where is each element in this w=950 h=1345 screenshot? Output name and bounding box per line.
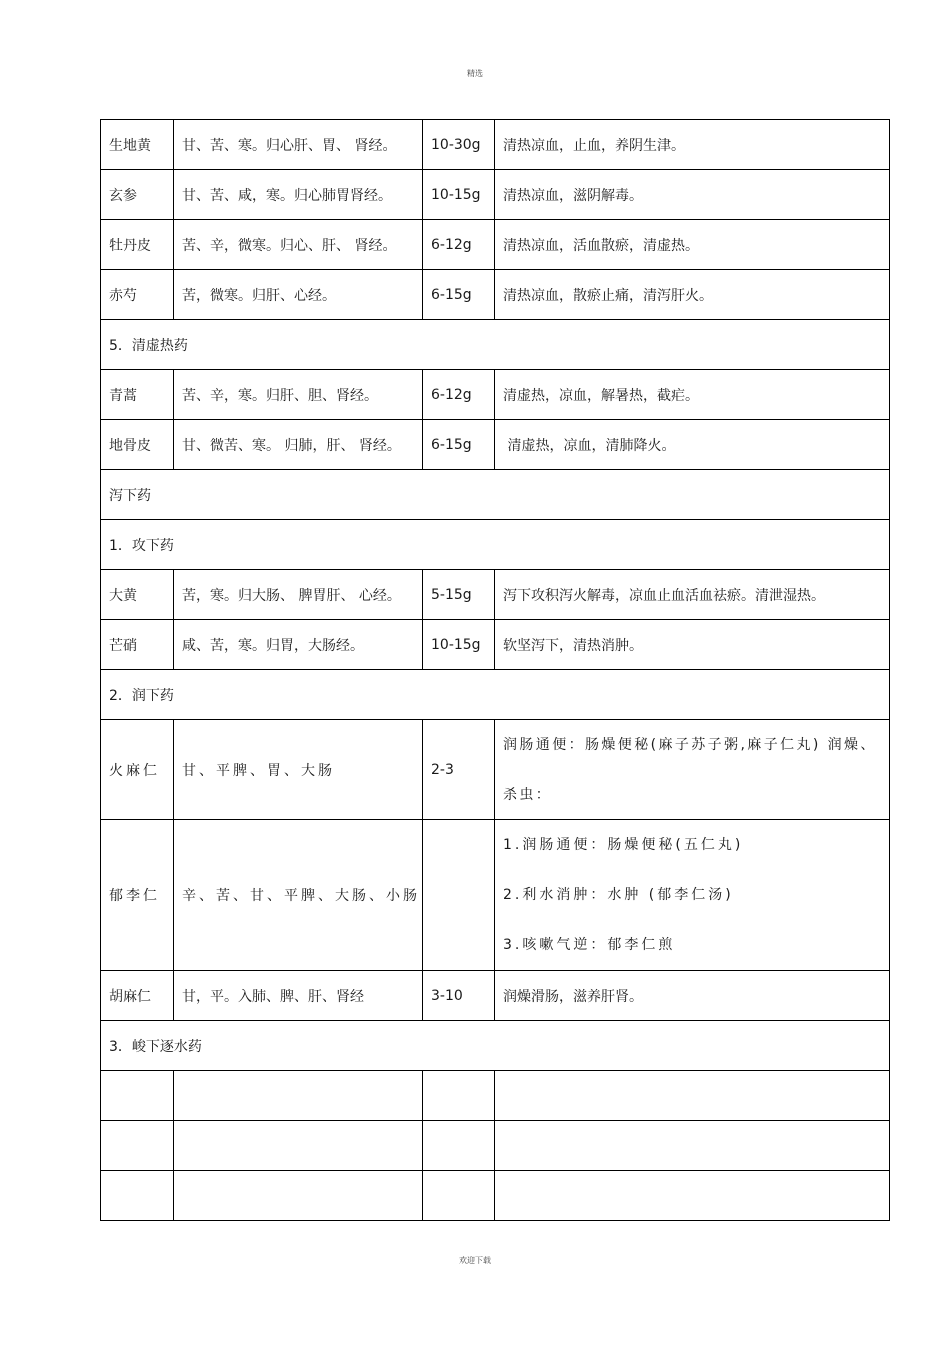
- herb-dose: 6-15g: [423, 420, 495, 470]
- herb-nature: 苦，寒。归大肠、 脾胃肝、 心经。: [174, 570, 423, 620]
- herb-nature: 苦、辛，微寒。归心、肝、 肾经。: [174, 220, 423, 270]
- herb-dose: 3-10: [423, 971, 495, 1021]
- herb-name: 胡麻仁: [101, 971, 174, 1021]
- herb-name: 青蒿: [101, 370, 174, 420]
- section-heading: 5．清虚热药: [101, 320, 890, 370]
- herb-dose: 6-15g: [423, 270, 495, 320]
- effect-line: 2.利水消肿：水肿 (郁李仁汤): [503, 887, 734, 903]
- empty-cell: [423, 1171, 495, 1221]
- table-row: [101, 120, 890, 170]
- empty-row: [101, 1121, 890, 1171]
- herb-name: 玄参: [101, 170, 174, 220]
- herb-dose: [423, 820, 495, 971]
- empty-row: [101, 1171, 890, 1221]
- herb-nature: 苦、辛，寒。归肝、胆、肾经。: [174, 370, 423, 420]
- empty-cell: [101, 1171, 174, 1221]
- empty-cell: [423, 1071, 495, 1121]
- herb-name: 牡丹皮: [101, 220, 174, 270]
- herb-nature: 咸、苦，寒。归胃，大肠经。: [174, 620, 423, 670]
- page-footer: 欢迎下载: [459, 1256, 491, 1265]
- category-heading: 泻下药: [101, 470, 890, 520]
- effect-line: 1.润肠通便：肠燥便秘(五仁丸): [503, 837, 744, 853]
- table-row: [101, 270, 890, 320]
- empty-row: [101, 1071, 890, 1121]
- herb-table: [100, 119, 890, 1221]
- table-row: [101, 820, 890, 971]
- table-row: [101, 420, 890, 470]
- table-row: [101, 720, 890, 820]
- herb-dose: 6-12g: [423, 370, 495, 420]
- table-row: [101, 220, 890, 270]
- herb-nature: 甘，平。入肺、脾、肝、肾经: [174, 971, 423, 1021]
- herb-dose: 2-3: [423, 720, 495, 820]
- effect-line: 杀虫：: [503, 786, 553, 803]
- herb-effect: [495, 720, 890, 820]
- herb-dose: 5-15g: [423, 570, 495, 620]
- herb-nature: 甘、苦、咸，寒。归心肺胃肾经。: [174, 170, 423, 220]
- herb-name: 大黄: [101, 570, 174, 620]
- herb-name: 芒硝: [101, 620, 174, 670]
- herb-nature: 甘、平脾、胃、大肠: [174, 720, 423, 820]
- herb-name: 火麻仁: [101, 720, 174, 820]
- herb-name: 郁李仁: [101, 820, 174, 971]
- herb-effect: 清热凉血，散瘀止痛，清泻肝火。: [495, 270, 890, 320]
- section-heading: 3．峻下逐水药: [101, 1021, 890, 1071]
- table-row: [101, 620, 890, 670]
- herb-effect: 清虚热，凉血，清肺降火。: [495, 420, 890, 470]
- table-row: [101, 570, 890, 620]
- effect-line: 润肠通便：肠燥便秘(麻子苏子粥,麻子仁丸) 润燥、: [503, 736, 877, 753]
- empty-cell: [174, 1171, 423, 1221]
- effect-line: 3.咳嗽气逆：郁李仁煎: [503, 937, 676, 953]
- section-row: [101, 320, 890, 370]
- table-row: [101, 971, 890, 1021]
- herb-effect: 清虚热，凉血，解暑热，截疟。: [495, 370, 890, 420]
- herb-nature: 辛、苦、甘、平脾、大肠、小肠: [174, 820, 423, 971]
- empty-cell: [174, 1071, 423, 1121]
- herb-nature: 甘、微苦、寒。 归肺，肝、 肾经。: [174, 420, 423, 470]
- empty-cell: [423, 1121, 495, 1171]
- herb-effect: 清热凉血，滋阴解毒。: [495, 170, 890, 220]
- herb-dose: 6-12g: [423, 220, 495, 270]
- herb-name: 生地黄: [101, 120, 174, 170]
- section-row: [101, 520, 890, 570]
- empty-cell: [495, 1121, 890, 1171]
- herb-name: 地骨皮: [101, 420, 174, 470]
- empty-cell: [101, 1071, 174, 1121]
- section-row: [101, 470, 890, 520]
- herb-dose: 10-15g: [423, 170, 495, 220]
- page-header: 精选: [467, 69, 483, 78]
- empty-cell: [495, 1171, 890, 1221]
- herb-effect: 润燥滑肠，滋养肝肾。: [495, 971, 890, 1021]
- herb-effect: 清热凉血，活血散瘀，清虚热。: [495, 220, 890, 270]
- empty-cell: [495, 1071, 890, 1121]
- herb-dose: 10-30g: [423, 120, 495, 170]
- herb-nature: 苦，微寒。归肝、心经。: [174, 270, 423, 320]
- herb-dose: 10-15g: [423, 620, 495, 670]
- section-row: [101, 1021, 890, 1071]
- herb-effect: [495, 820, 890, 971]
- herb-name: 赤芍: [101, 270, 174, 320]
- herb-effect: 清热凉血，止血，养阴生津。: [495, 120, 890, 170]
- herb-effect: 泻下攻积泻火解毒，凉血止血活血祛瘀。清泄湿热。: [495, 570, 890, 620]
- section-heading: 2．润下药: [101, 670, 890, 720]
- section-row: [101, 670, 890, 720]
- empty-cell: [101, 1121, 174, 1171]
- herb-effect: 软坚泻下，清热消肿。: [495, 620, 890, 670]
- empty-cell: [174, 1121, 423, 1171]
- table-row: [101, 370, 890, 420]
- herb-nature: 甘、苦、寒。归心肝、胃、 肾经。: [174, 120, 423, 170]
- section-heading: 1．攻下药: [101, 520, 890, 570]
- table-row: [101, 170, 890, 220]
